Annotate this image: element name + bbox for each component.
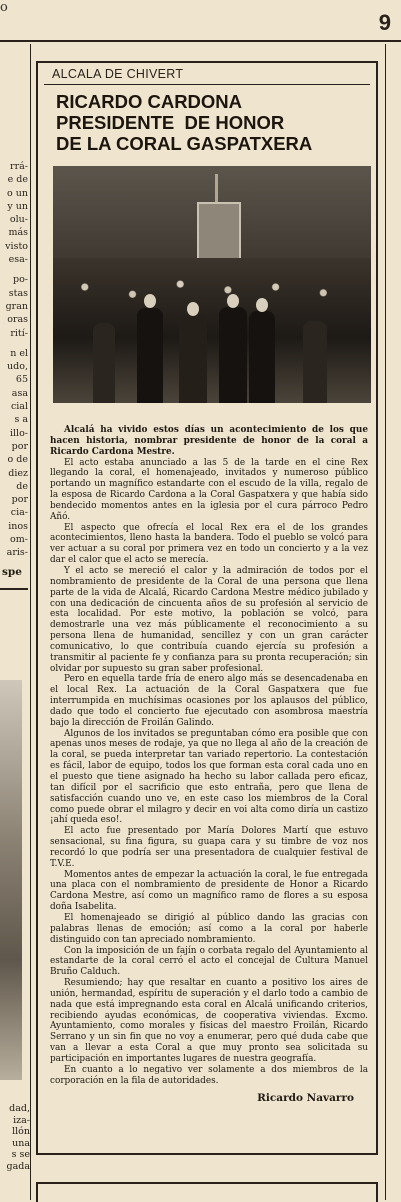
left-text-fragment: inos xyxy=(8,520,28,532)
article-paragraph: En cuanto a lo negativo ver solamente a dos miembros de la corporación en la fila de autoridades. xyxy=(50,1064,368,1086)
left-text-fragment: y un xyxy=(7,200,28,212)
left-text-fragment: n el xyxy=(10,347,28,359)
left-text-fragment: om- xyxy=(10,534,28,546)
left-text-fragment: s se xyxy=(11,1149,30,1160)
left-text-fragment: e de xyxy=(7,174,28,186)
left-signature-fragment: spe xyxy=(2,565,22,578)
next-article-box xyxy=(36,1182,378,1202)
article-photo xyxy=(53,166,371,403)
left-text-fragment: s a xyxy=(14,414,28,426)
article-paragraph: Con la imposición de un fajín o corbata regalo del Ayuntamiento al estandarte de la coral cerró el acto el concejal de Cultura Manuel Bruño Calduch. xyxy=(50,945,368,978)
left-text-fragment: rití- xyxy=(10,327,28,339)
left-text-fragment: cial xyxy=(10,401,28,413)
article-paragraph: Momentos antes de empezar la actuación la coral, le fue entregada una placa con el nombramiento de presidente de Honor a Ricardo Cardona Mestre, así como un magnífico ramo de flores a su esposa doña Isabelita. xyxy=(50,869,368,913)
left-text-fragment: stas xyxy=(8,287,28,299)
left-text-fragment: esa- xyxy=(8,254,28,266)
left-text-fragment: olu- xyxy=(9,214,28,226)
left-text-fragment: o un xyxy=(7,187,28,199)
article-paragraph: El acto estaba anunciado a las 5 de la tarde en el cine Rex llegando la coral, el homenajeado, invitados y numeroso público portando un magnífico estandarte con el escudo de la villa, regalo de la esposa de Ricardo Cardona a la Coral Gaspatxera y que había sido bendecido momentos antes en la iglesia por el cura párroco Pedro Añó. xyxy=(50,457,368,522)
left-text-fragment: por xyxy=(11,494,28,506)
left-text-fragment: po- xyxy=(12,274,28,286)
left-text-fragment: 65 xyxy=(15,374,28,386)
left-text-fragment: asa xyxy=(11,387,28,399)
left-text-fragment: oras xyxy=(7,314,28,326)
article-paragraph: Pero en equella tarde fría de enero algo más se desencadenaba en el local Rex. La actuación de la Coral Gaspatxera que fue interrumpida en muchísimas ocasiones por los aplausos del público, dado que todo el concierto fue ejecutado con asombrosa maestría bajo la dirección de Froilán Galindo. xyxy=(50,674,368,728)
left-text-fragment: illo- xyxy=(9,427,28,439)
article-headline xyxy=(56,91,370,154)
left-text-fragment: cia- xyxy=(10,507,28,519)
article-box xyxy=(36,61,378,1155)
left-text-fragment: por xyxy=(11,440,28,452)
top-left-fragment: o xyxy=(0,0,8,15)
left-column-rule xyxy=(0,588,28,590)
article-paragraph: El homenajeado se dirigió al público dando las gracias con palabras llenas de emoción; así como a la coral por haberle distinguido con tan apreciado nombramiento. xyxy=(50,912,368,945)
article-paragraph: Resumiendo; hay que resaltar en cuanto a positivo los aires de unión, hermandad, espíritu de superación y el darlo todo a cambio de nada que está impregnando esta coral en Alcalá unificando criterios, recibiendo ayudas económicas, de cooperativa viviendas. Excmo. Ayuntamiento, como morales y físicas del maestro Froilán, Ricardo Serrano y un sin fin que no voy a enumerar, pero qué duda cabe que van a llevar a esta Coral a que muy pronto sea solicitada su participación en importantes lugares de nuestra geografía. xyxy=(50,978,368,1064)
column-rule xyxy=(30,44,31,1200)
article-paragraph: El aspecto que ofrecía el local Rex era el de los grandes acontecimientos, lleno hasta la bandera. Todo el pueblo se volcó para ver actuar a su coral por primera vez en todo un concierto y a la vez dar el calor que el acto se merecía. xyxy=(50,522,368,566)
banner-pole xyxy=(215,174,218,204)
left-text-fragment: más xyxy=(8,227,28,239)
left-text-fragment: llón xyxy=(12,1126,30,1137)
left-text-fragment: udo, xyxy=(7,361,28,373)
left-text-fragment: visto xyxy=(5,240,28,252)
left-text-fragment: una xyxy=(12,1137,30,1149)
article-signature: Ricardo Navarro xyxy=(257,1092,354,1105)
left-text-fragment: dad, xyxy=(9,1103,30,1114)
top-rule xyxy=(0,40,401,42)
kicker-rule xyxy=(44,84,370,85)
page-number: 9 xyxy=(378,10,391,35)
left-text-fragment: rrá- xyxy=(10,161,28,172)
article-paragraph: El acto fue presentado por María Dolores Martí que estuvo sensacional, su fina figura, su guapa cara y su timbre de voz nos recordó lo que podría ser una presentadora de cualquier festival de T.V.E. xyxy=(50,826,368,869)
article-paragraph: Y el acto se mereció el calor y la admiración de todos por el nombramiento de presidente de la Coral de una persona que llena parte de la vida de Alcalá, Ricardo Cardona Mestre médico jubilado y con una dedicación de cincuenta años de su profesión al servicio de esta localidad. Por este motivo, la población se volcó, para demostrarle una vez más públicamente el reconocimiento a su persona llena de humanidad, sencillez y con un gran carácter comunicativo, lo que contribuía cuando ejercía su profesión a transmitir al paciente fe y confianza para su pronta recuperación; sin olvidar por supuesto su gran saber profesional. xyxy=(50,565,368,674)
left-text-fragment: gran xyxy=(5,300,28,312)
article-kicker: ALCALA DE CHIVERT xyxy=(52,67,184,81)
headline-line: PRESIDENTE DE HONOR xyxy=(56,112,285,133)
right-column-rule xyxy=(385,44,386,1200)
article-body xyxy=(50,425,368,1086)
headline-line: DE LA CORAL GASPATXERA xyxy=(56,133,313,154)
banner-standard xyxy=(197,202,241,262)
headline-line: RICARDO CARDONA xyxy=(56,91,243,112)
left-text-fragment: de xyxy=(16,480,28,492)
article-paragraph: Alcalá ha vivido estos días un acontecimiento de los que hacen historia, nombrar presidente de honor de la coral a Ricardo Cardona Mestre. xyxy=(50,425,368,457)
left-text-fragment: gada xyxy=(6,1160,30,1172)
left-text-fragment: o de xyxy=(7,454,28,466)
left-photo-fragment xyxy=(0,680,22,1080)
left-text-fragment: aris- xyxy=(6,547,28,559)
left-text-fragment: diez xyxy=(8,467,28,479)
left-column-lower-fragment xyxy=(0,1103,30,1172)
article-paragraph: Algunos de los invitados se preguntaban cómo era posible que con apenas unos meses de rodaje, ya que no llega al año de la creación de la coral, se pueda interpretar tan variado repertorio. La contestación es fácil, labor de equipo, todos los que forman esta coral cada uno en el puesto que tiene asignado ha hecho su labor callada pero eficaz, tan difícil por el sacrificio que esto entraña, pero que llena de satisfacción cuando uno ve, en este caso los miembros de la Coral como puede obrar el milagro y decir en voi alta como diría un castizo ¡ahí queda eso!. xyxy=(50,728,368,826)
left-text-fragment: iza- xyxy=(13,1114,30,1126)
